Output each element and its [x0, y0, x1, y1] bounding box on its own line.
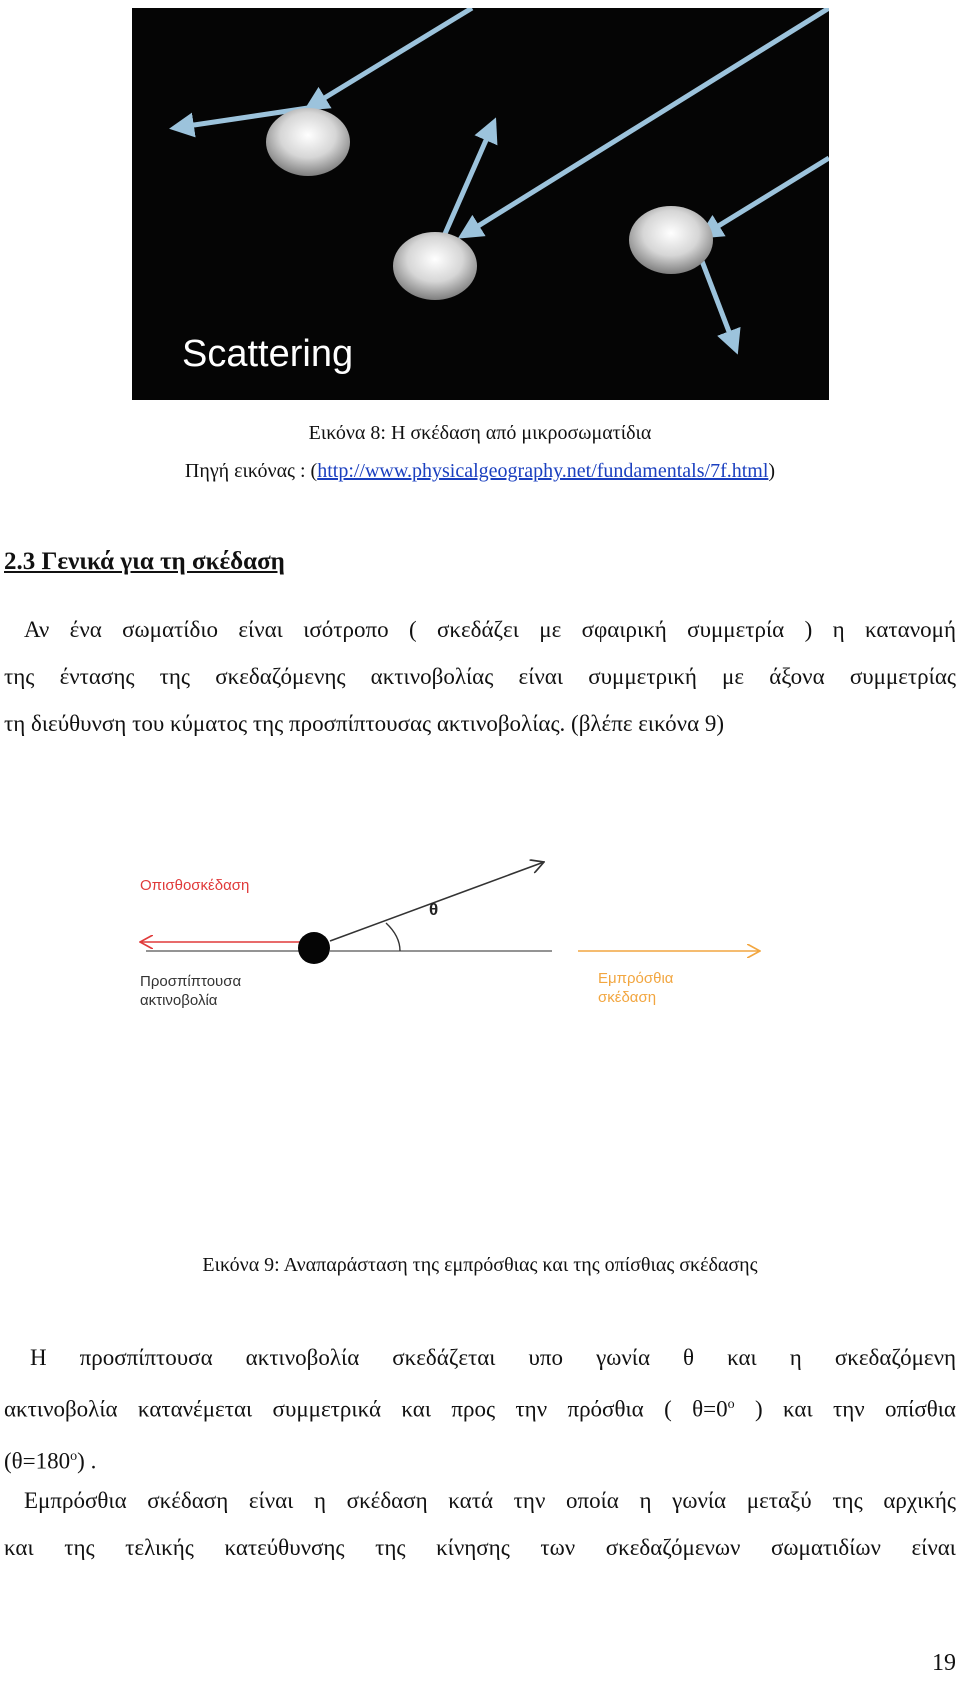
- scattering-diagram: [132, 850, 772, 1030]
- section-heading: 2.3 Γενικά για τη σκέδαση: [4, 548, 285, 575]
- incident-label-2: ακτινοβολία: [140, 992, 218, 1009]
- incident-label-1: Προσπίπτουσα: [140, 973, 242, 990]
- particle: [298, 932, 330, 964]
- theta-label: θ: [429, 900, 439, 919]
- angle-arc: [386, 923, 400, 951]
- particle-3: [629, 206, 713, 274]
- figure9-caption: Εικόνα 9: Αναπαράσταση της εμπρόσθιας και της οπίσθιας σκέδασης: [202, 1254, 758, 1276]
- particle-1: [266, 108, 350, 176]
- scattering-figure: [132, 8, 829, 400]
- page-number: 19: [932, 1650, 956, 1676]
- backscatter-label: Οπισθοσκέδαση: [140, 877, 250, 894]
- paragraph-2: Η προσπίπτουσα ακτινοβολία σκεδάζεται υπο γωνία θ και η σκεδαζόμενη ακτινοβολία κατανέμεται συμμετρικά και προς την πρόσθια ( $\theta=0^o$ ) και την οπίσθια $(\theta=180^o)$ .: [4, 1345, 956, 1474]
- figure-label: Scattering: [182, 333, 354, 375]
- forward-label-1: Εμπρόσθια: [598, 970, 674, 987]
- paragraph-3: Εμπρόσθια σκέδαση είναι η σκέδαση κατά την οποία η γωνία μεταξύ της αρχικής και της τελικής κατεύθυνσης της κίνησης των σκεδαζόμενων σωματιδίων είναι: [4, 1488, 956, 1560]
- source-link[interactable]: http://www.physicalgeography.net/fundamentals/7f.html: [317, 460, 769, 482]
- figure8-source: Πηγή εικόνας : (http://www.physicalgeography.net/fundamentals/7f.html): [184, 460, 776, 482]
- paragraph-1: Αν ένα σωματίδιο είναι ισότροπο ( σκεδάζει με σφαιρική συμμετρία ) η κατανομή της έντασης της σκεδαζόμενης ακτινοβολίας είναι συμμετρική με άξονα συμμετρίας τη διεύθυνση του κύματος της προσπίπτουσας ακτινοβολίας. (βλέπε εικόνα 9): [4, 617, 956, 736]
- figure8-caption: Εικόνα 8: Η σκέδαση από μικροσωματίδια: [308, 422, 652, 444]
- particle-2: [393, 232, 477, 300]
- forward-label-2: σκέδαση: [598, 989, 657, 1006]
